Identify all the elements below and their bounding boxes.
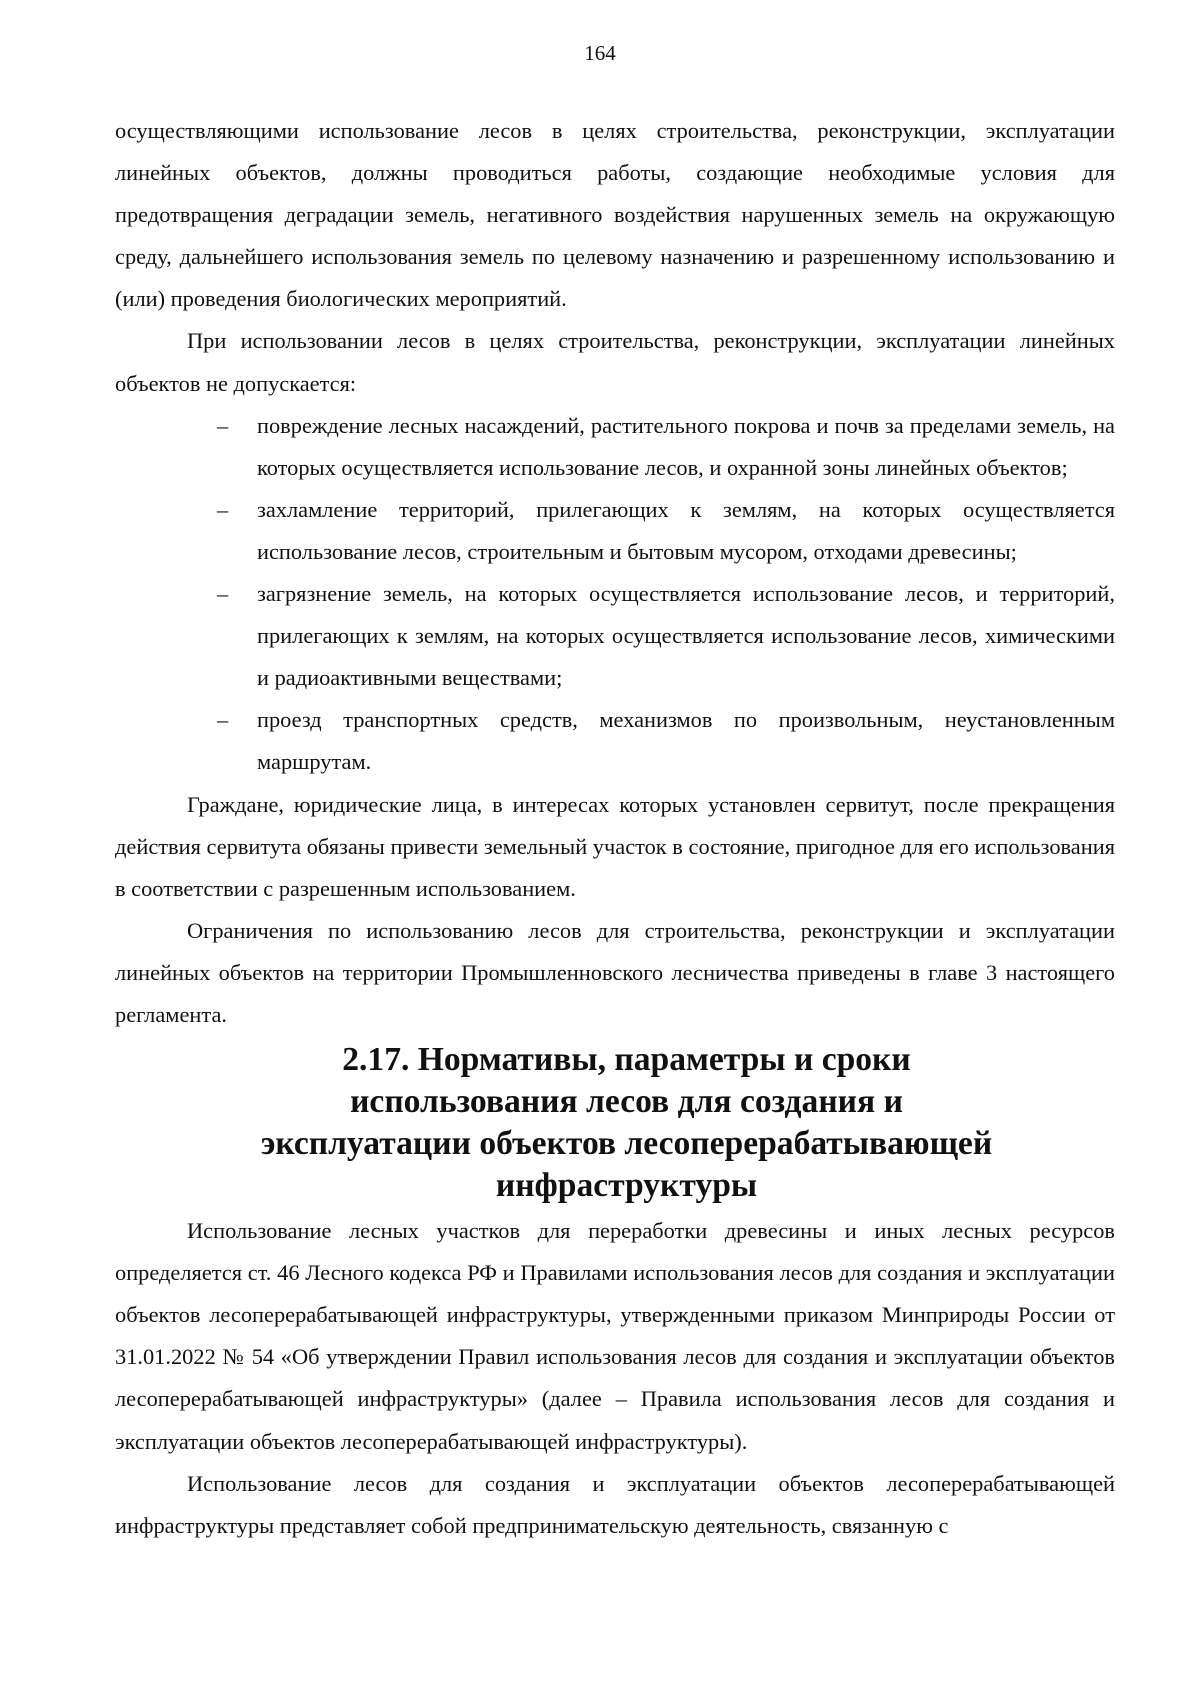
- paragraph-continuation: осуществляющими использование лесов в целях строительства, реконструкции, эксплуатации линейных объектов, должны проводиться работы, создающие необходимые условия для предотвращения деградации земель, негативного воздействия нарушенных земель на окружающую среду, дальнейшего использования земель по целевому назначению и разрешенному использованию и (или) проведения биологических мероприятий.: [115, 118, 1115, 312]
- paragraph-activity: Использование лесов для создания и эксплуатации объектов лесоперерабатывающей инфраструктуры представляет собой предпринимательскую деятельность, связанную с: [115, 1470, 1115, 1538]
- list-item: [115, 699, 1115, 783]
- restrictions-list: [115, 405, 1115, 784]
- list-item-text: повреждение лесных насаждений, растительного покрова и почв за пределами земель, на которых осуществляется использование лесов, и охранной зоны линейных объектов;: [257, 412, 1115, 480]
- paragraph-restrictions-intro: При использовании лесов в целях строительства, реконструкции, эксплуатации линейных объектов не допускается:: [115, 328, 1115, 396]
- page-body: [115, 110, 1115, 1547]
- list-item-text: загрязнение земель, на которых осуществляется использование лесов, и территорий, прилегающих к землям, на которых осуществляется использование лесов, химическими и радиоактивными веществами;: [257, 581, 1115, 691]
- list-item: [115, 489, 1115, 573]
- list-item: [115, 573, 1115, 699]
- list-item: [115, 405, 1115, 489]
- section-heading: 2.17. Нормативы, параметры и сроки использования лесов для создания и эксплуатации объектов лесоперерабатывающей инфраструктуры: [260, 1041, 993, 1205]
- paragraph-limitations: Ограничения по использованию лесов для строительства, реконструкции и эксплуатации линейных объектов на территории Промышленновского лесничества приведены в главе 3 настоящего регламента.: [115, 917, 1115, 1027]
- dash-bullet-icon: –: [217, 496, 229, 522]
- list-item-text: проезд транспортных средств, механизмов по произвольным, неустановленным маршрутам.: [257, 707, 1115, 775]
- paragraph-servitude: Граждане, юридические лица, в интересах которых установлен сервитут, после прекращения действия сервитута обязаны привести земельный участок в состояние, пригодное для его использования в соответствии с разрешенным использованием.: [115, 791, 1115, 901]
- list-item-text: захламление территорий, прилегающих к землям, на которых осуществляется использование лесов, строительным и бытовым мусором, отходами древесины;: [257, 496, 1115, 564]
- paragraph-rules: Использование лесных участков для переработки древесины и иных лесных ресурсов определяется ст. 46 Лесного кодекса РФ и Правилами использования лесов для создания и эксплуатации объектов лесоперерабатывающей инфраструктуры, утвержденными приказом Минприроды России от 31.01.2022 № 54 «Об утверждении Правил использования лесов для создания и эксплуатации объектов лесоперерабатывающей инфраструктуры» (далее – Правила использования лесов для создания и эксплуатации объектов лесоперерабатывающей инфраструктуры).: [115, 1218, 1115, 1454]
- dash-bullet-icon: –: [217, 707, 229, 733]
- page-number: 164: [584, 41, 616, 65]
- dash-bullet-icon: –: [217, 412, 229, 438]
- dash-bullet-icon: –: [217, 581, 229, 607]
